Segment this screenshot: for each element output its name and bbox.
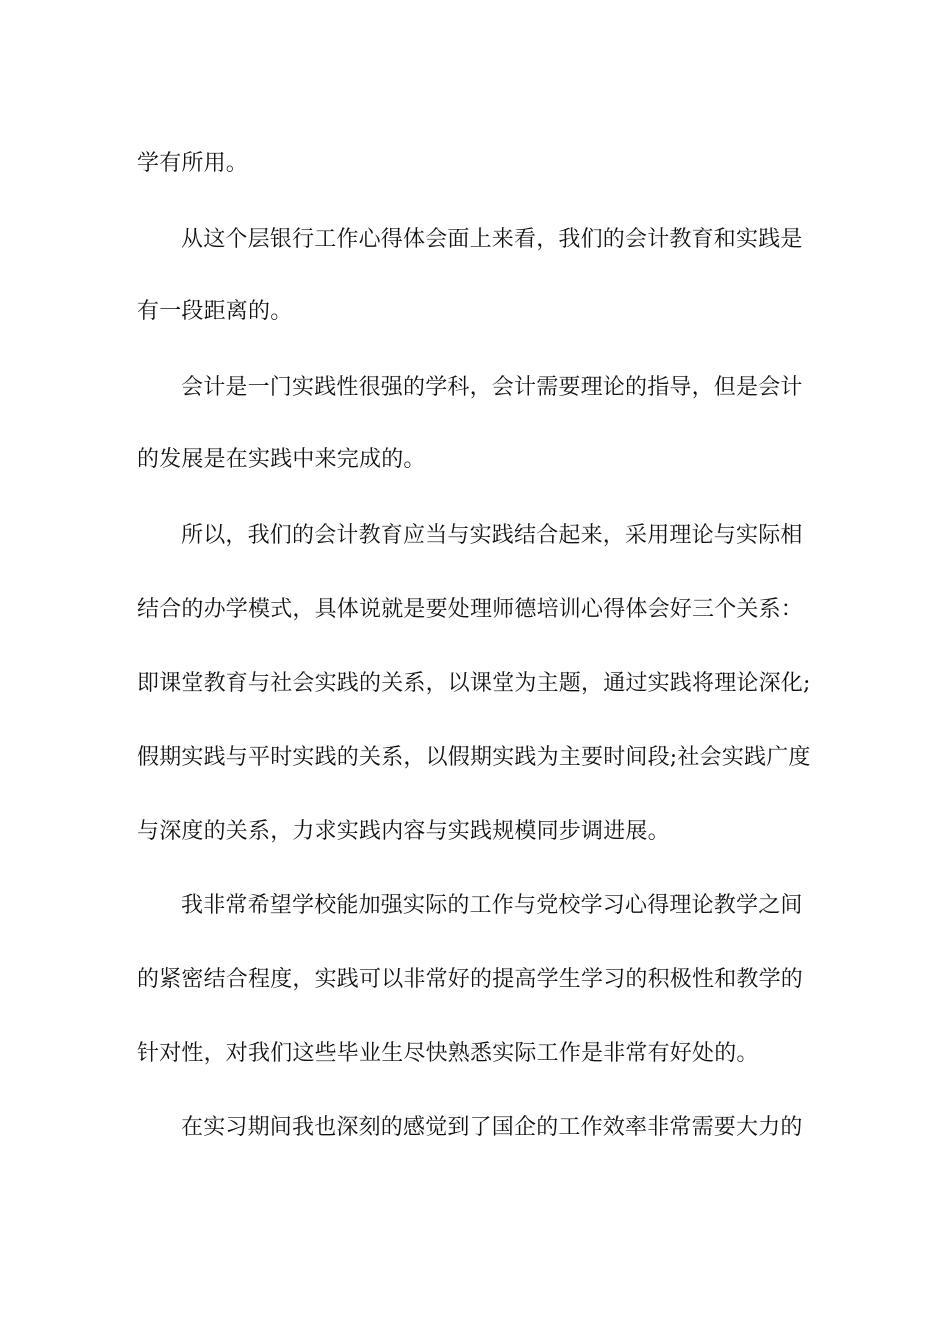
text-line: 结合的办学模式，具体说就是要处理师德培训心得体会好三个关系：: [137, 597, 804, 622]
text-line: 我非常希望学校能加强实际的工作与党校学习心得理论教学之间: [181, 893, 803, 918]
text-line: 会计是一门实践性很强的学科，会计需要理论的指导，但是会计: [181, 375, 803, 400]
text-line: 的紧密结合程度，实践可以非常好的提高学生学习的积极性和教学的: [137, 967, 804, 992]
text-line: 从这个层银行工作心得体会面上来看，我们的会计教育和实践是: [181, 227, 803, 252]
text-line: 即课堂教育与社会实践的关系，以课堂为主题，通过实践将理论深化;: [137, 671, 811, 696]
text-line: 学有所用。: [137, 151, 249, 176]
text-line: 假期实践与平时实践的关系，以假期实践为主要时间段;社会实践广度: [137, 745, 811, 770]
text-line: 在实习期间我也深刻的感觉到了国企的工作效率非常需要大力的: [181, 1115, 803, 1140]
text-line: 有一段距离的。: [137, 299, 293, 324]
text-line: 与深度的关系，力求实践内容与实践规模同步调进展。: [137, 819, 670, 844]
text-line: 针对性，对我们这些毕业生尽快熟悉实际工作是非常有好处的。: [137, 1041, 759, 1066]
text-line: 的发展是在实践中来完成的。: [137, 447, 426, 472]
text-line: 所以，我们的会计教育应当与实践结合起来，采用理论与实际相: [181, 523, 803, 548]
